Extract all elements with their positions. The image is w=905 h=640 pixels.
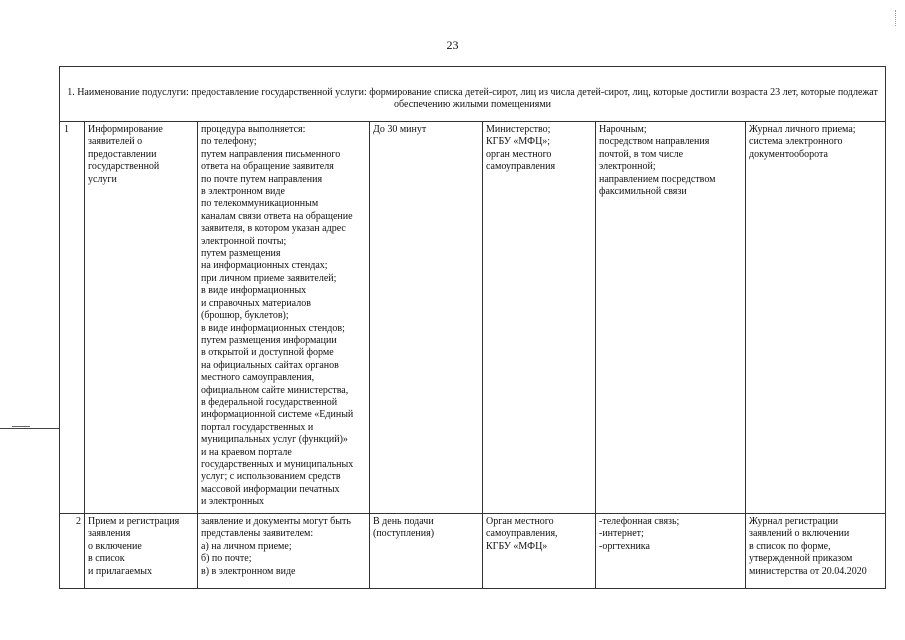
- table-header-row: [60, 67, 886, 122]
- executor-cell: Орган местного самоуправления, КГБУ «МФЦ»: [483, 514, 596, 589]
- executor-cell: Министерство; КГБУ «МФЦ»; орган местного самоуправления: [483, 122, 596, 514]
- procedure-name-cell: Информирование заявителей о предоставлении государственной услуги: [85, 122, 198, 514]
- forms-documents-cell: Журнал регистрации заявлений о включении в список по форме, утвержденной приказом министерства от 20.04.2020: [746, 514, 886, 589]
- table-row: [60, 122, 886, 514]
- procedure-duration-cell: В день подачи (поступления): [370, 514, 483, 589]
- procedure-description-cell: процедура выполняется: по телефону; путем направления письменного ответа на обращение заявителя по почте путем направления в электронном виде по телекоммуникационным каналам связи ответа на обращение заявителя, в котором указан адрес электронной почты; путем размещения на информационных стендах; при личном приеме заявителей; в виде информационных и справочных материалов (брошюр, буклетов); в виде информационных стендов; путем размещения информации в открытой и доступной форме на официальных сайтах органов местного самоуправления, официальном сайте министерства, в федеральной государственной информационной системе «Единый портал государственных и муниципальных услуг (функций)» и на краевом портале государственных и муниципальных услуг; с использованием средств массовой информации печатных и электронных: [198, 122, 370, 514]
- forms-documents-cell: Журнал личного приема; система электронного документооборота: [746, 122, 886, 514]
- row-number: 1: [60, 122, 85, 514]
- procedure-duration-cell: До 30 минут: [370, 122, 483, 514]
- subservice-name-header: 1. Наименование подуслуги: предоставление государственной услуги: формирование списка детей-сирот, лиц из числа детей-сирот, лиц, которые достигли возраста 23 лет, которые подлежат обеспечению жилыми помещениями: [60, 67, 886, 122]
- services-table: [59, 66, 886, 589]
- page-number: 23: [446, 38, 459, 52]
- scan-artifact-line-short: [12, 426, 30, 427]
- row-number: 2: [60, 514, 85, 589]
- table-row: [60, 514, 886, 589]
- procedure-description-cell: заявление и документы могут быть представлены заявителем: а) на личном приеме; б) по почте; в) в электронном виде: [198, 514, 370, 589]
- scan-edge-marks: [895, 10, 899, 26]
- procedure-name-cell: Прием и регистрация заявления о включение в список и прилагаемых: [85, 514, 198, 589]
- scan-artifact-line: [0, 428, 60, 429]
- resources-cell: Нарочным; посредством направления почтой, в том числе электронной; направлением посредством факсимильной связи: [596, 122, 746, 514]
- resources-cell: -телефонная связь; -интернет; -оргтехника: [596, 514, 746, 589]
